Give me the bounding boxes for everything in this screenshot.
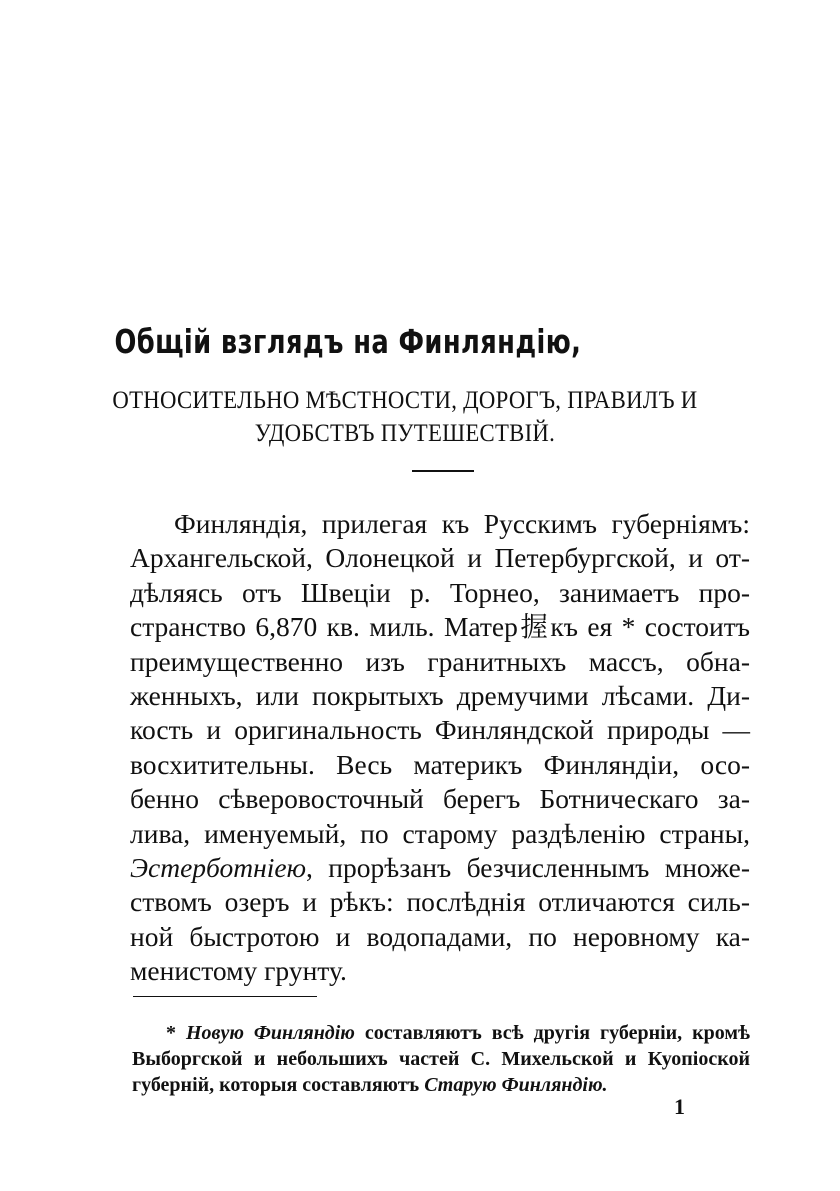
body-line: ной быстротою и водопадами, по неровному ка- [130,920,750,952]
body-line: странство 6,870 кв. миль. Матер握къ ея * состоитъ [130,611,750,643]
body-italic-term: Эстерботніею [130,851,306,883]
body-line: бенно сѣверовосточный берегъ Ботническаго за- [130,783,750,815]
body-line: дѣляясь отъ Швеціи р. Торнео, занимаетъ про- [130,576,750,608]
body-line: Финляндія, прилегая къ Русскимъ губерніямъ: [174,508,750,539]
footnote-line-2: Выборгской и небольшихъ частей С. Михельской и Куопіоской [132,1048,750,1070]
footnote-italic-term: Новую Финляндію [185,1022,355,1044]
subtitle-line-2: УДОБСТВЪ ПУТЕШЕСТВІЙ. [254,420,556,447]
body-line-italic-term: Эстерботніею, прорѣзанъ безчисленнымъ множе- [130,851,750,883]
footnote-line-1 [132,1020,750,1046]
page-number: 1 [674,1094,685,1119]
body-line: Архангельской, Олонецкой и Петербургской, и от- [130,542,750,574]
footnote-line-3 [132,1072,750,1098]
body-line: менистому грунту. [130,955,347,987]
body-line: лива, именуемый, по старому раздѣленію страны, [130,817,750,849]
body-line: ствомъ озеръ и рѣкъ: послѣднія отличаются силь- [130,886,750,918]
body-line: кость и оригинальность Финляндской природы — [130,714,750,746]
subtitle-line-1: ОТНОСИТЕЛЬНО МѢСТНОСТИ, ДОРОГЪ, ПРАВИЛЪ И [112,387,698,414]
chapter-subtitle [0,384,810,450]
title-divider [412,470,474,472]
chapter-title: Общій взглядъ на Финляндію, [114,322,582,361]
footnote-italic-term: Старую Финляндію. [424,1074,608,1096]
body-paragraph [130,507,750,988]
body-line: женныхъ, или покрытыхъ дремучими лѣсами. Ди- [130,679,750,711]
body-line: восхитительны. Весь материкъ Финляндіи, осо- [130,748,750,780]
footnote-marker: * [166,1022,176,1044]
footnote [132,1020,750,1098]
footnote-text: составляютъ всѣ другія губерніи, кромѣ [364,1022,751,1044]
footnote-divider [133,996,317,997]
body-line: преимущественно изъ гранитныхъ массъ, обна- [130,645,750,677]
footnote-text: губерній, которыя составляютъ [132,1074,420,1096]
